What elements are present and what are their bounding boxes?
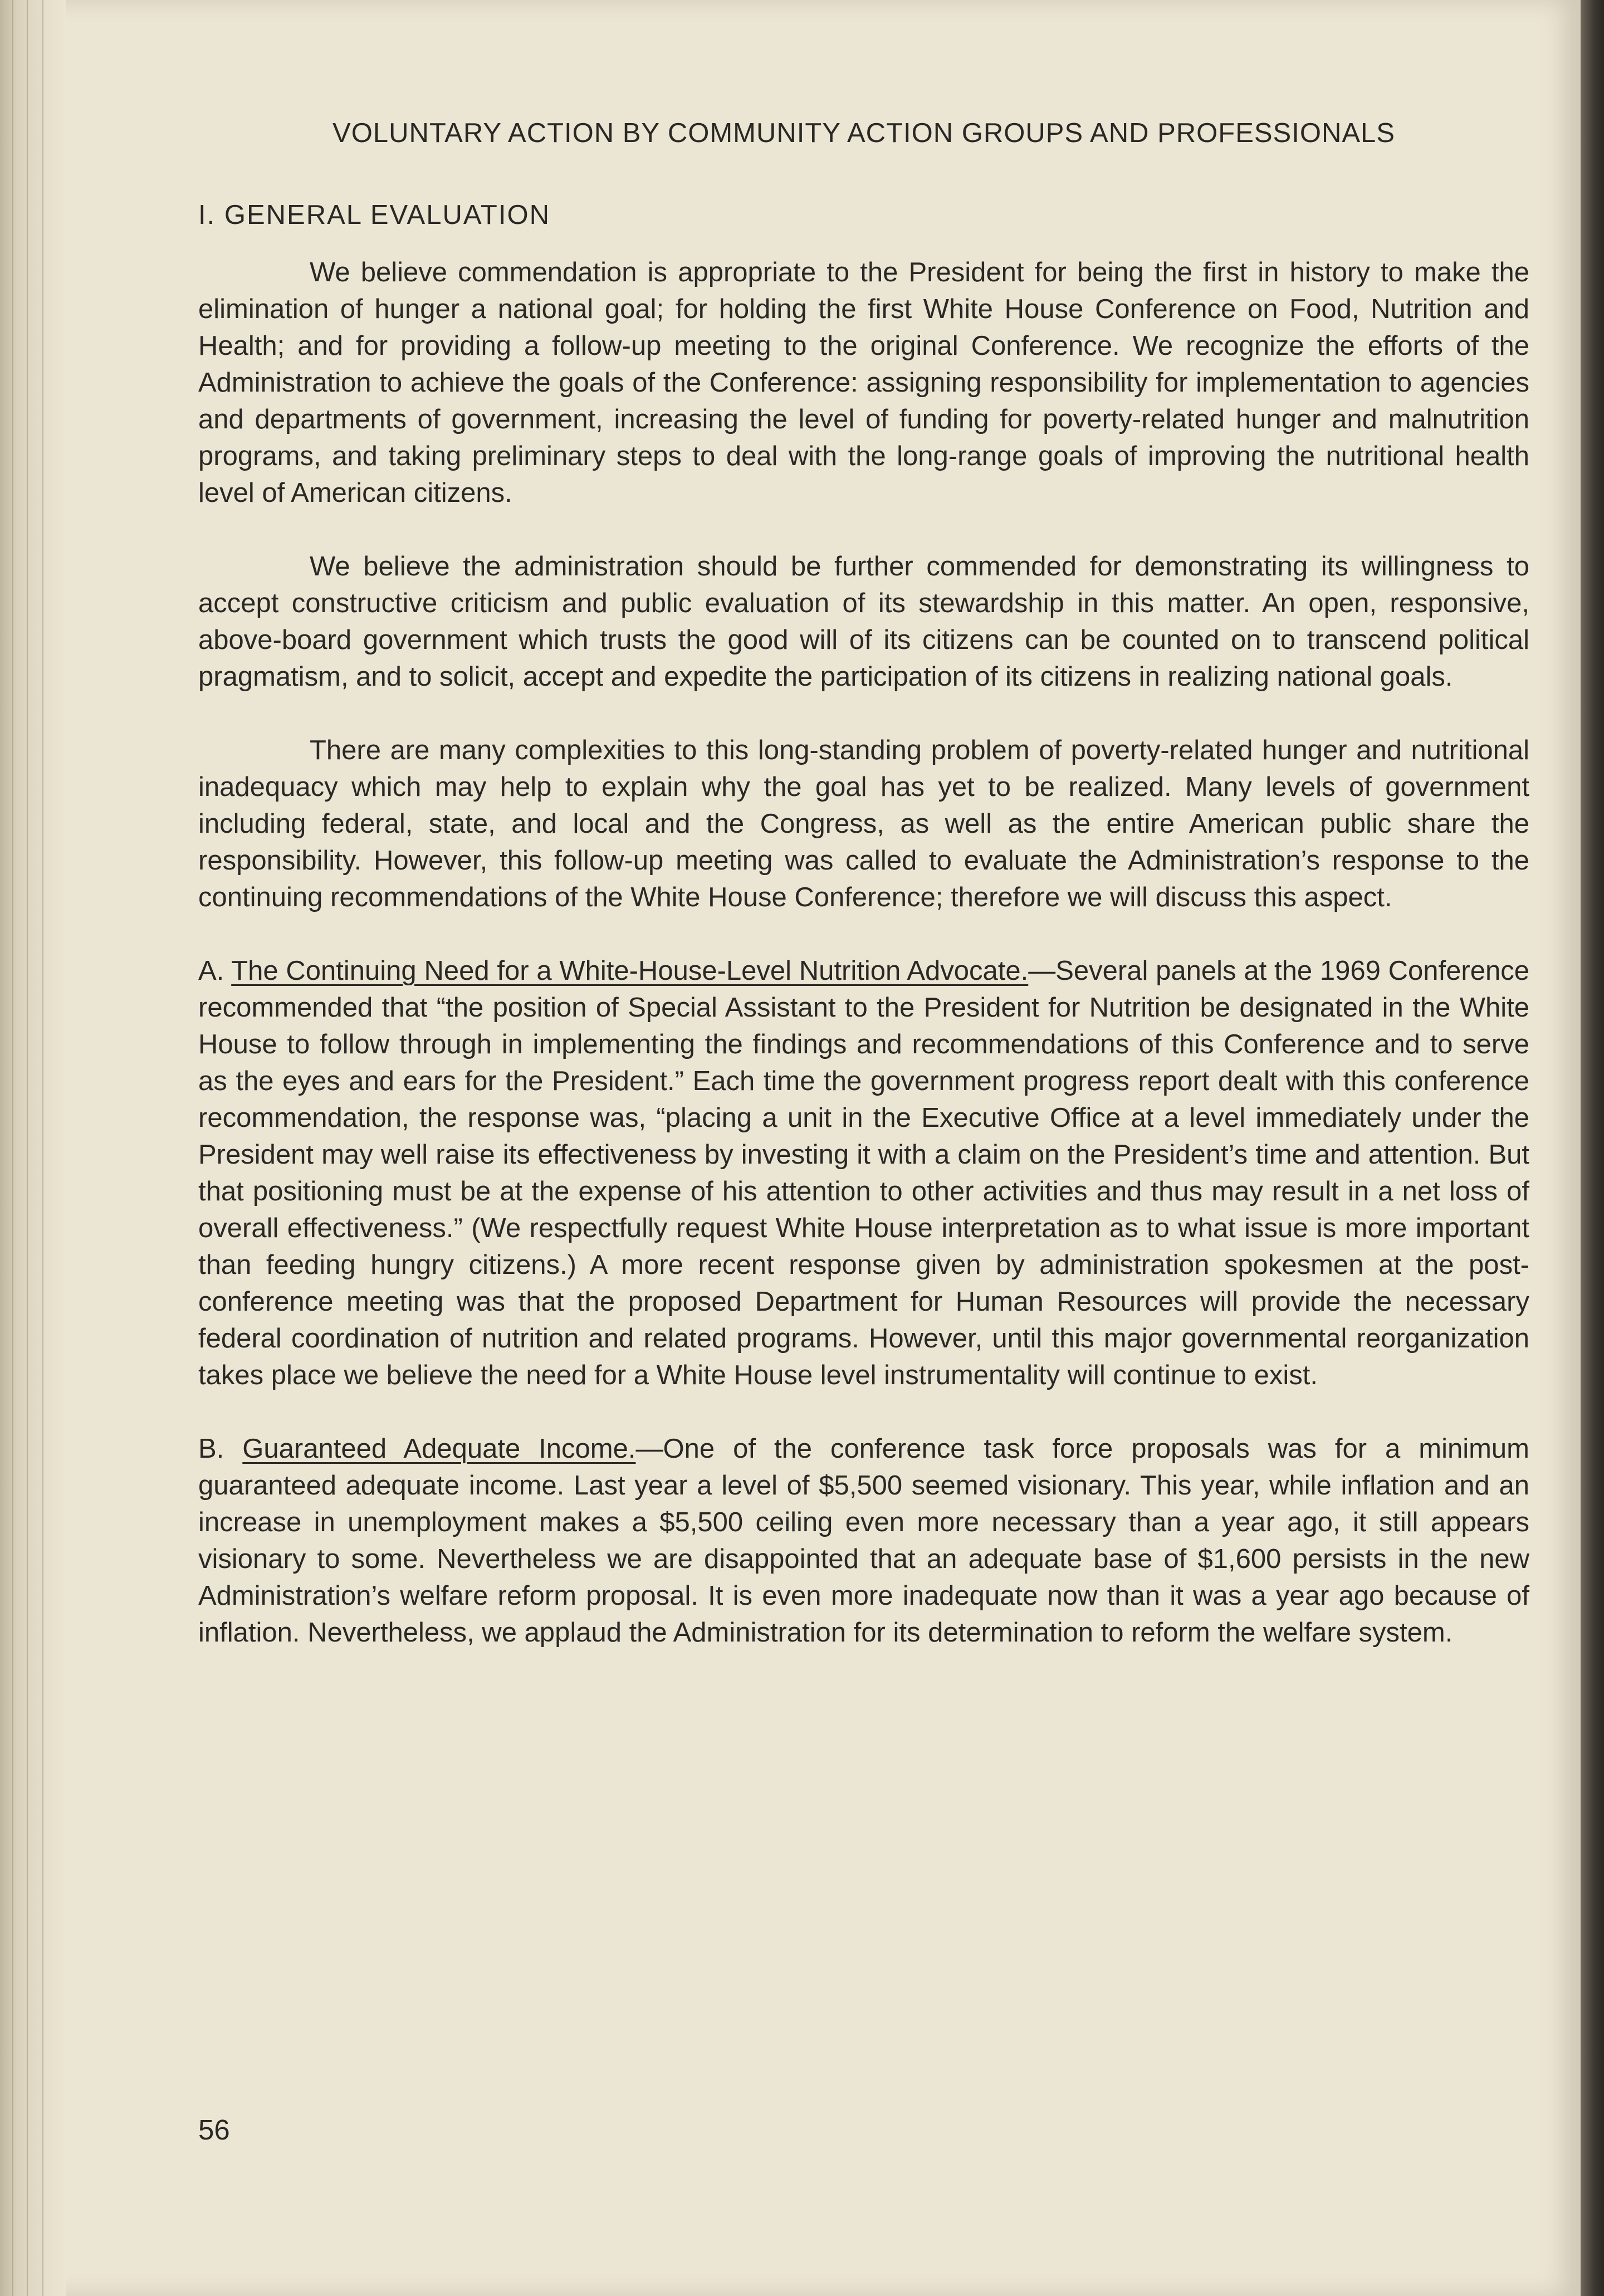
- page-edge-line: [27, 0, 28, 2296]
- running-header: VOLUNTARY ACTION BY COMMUNITY ACTION GROUPS AND PROFESSIONALS: [332, 118, 1395, 148]
- paragraph-3: There are many complexities to this long-standing problem of poverty-related hunger and nutritional inadequacy which may help to explain why the goal has yet to be realized. Many levels of government including federal, state, and local and the Congress, as well as the entire American public share the responsibility. However, this follow-up meeting was called to evaluate the Administration’s response to the continuing recommendations of the White House Conference; therefore we will discuss this aspect.: [198, 735, 1529, 912]
- item-a-title: The Continuing Need for a White-House-Level Nutrition Advocate.: [231, 955, 1029, 986]
- page-edge-shadow: [0, 0, 66, 2296]
- paragraph-2: We believe the administration should be further commended for demonstrating its willingness to accept constructive criticism and public evaluation of its stewardship in this matter. An open, responsive, above-board government which trusts the good will of its citizens can be counted on to transcend political pragmatism, and to solicit, accept and expedite the participation of its citizens in realizing national goals.: [198, 551, 1529, 692]
- page-number: 56: [198, 2114, 230, 2146]
- paragraph-1: We believe commendation is appropriate to the President for being the first in history to make the elimination of hunger a national goal; for holding the first White House Conference on Food, Nutrition and Health; and for providing a follow-up meeting to the original Conference. We recognize the efforts of the Administration to achieve the goals of the Conference: assigning responsibility for implementation to agencies and departments of government, increasing the level of funding for poverty-related hunger and malnutrition programs, and taking preliminary steps to deal with the long-range goals of improving the nutritional health level of American citizens.: [198, 257, 1529, 508]
- page-edge-line: [42, 0, 43, 2296]
- book-spine-shadow: [1581, 0, 1604, 2296]
- item-b-prefix: B.: [198, 1433, 243, 1464]
- item-b-body: —One of the conference task force proposals was for a minimum guaranteed adequate income. Last year a level of $5,500 seemed visionary. This year, while inflation and an increase in unemployment makes a $5,500 ceiling even more necessary than a year ago, it still appears visionary to some. Nevertheless we are disappointed that an adequate base of $1,600 persists in the new Administration’s welfare reform proposal. It is even more inadequate now than it was a year ago because of inflation. Nevertheless, we applaud the Administration for its determination to reform the welfare system.: [198, 1433, 1529, 1648]
- page-edge-line: [12, 0, 13, 2296]
- item-a-prefix: A.: [198, 955, 232, 986]
- page-content: [198, 117, 1529, 1688]
- item-a-body: —Several panels at the 1969 Conference recommended that “the position of Special Assistant to the President for Nutrition be designated in the White House to follow through in implementing the findings and recommendations of this Conference and to serve as the eyes and ears for the President.” Each time the government progress report dealt with this conference recommendation, the response was, “placing a unit in the Executive Office at a level immediately under the President may well raise its effectiveness by investing it with a claim on the President’s time and attention. But that positioning must be at the expense of his attention to other activities and thus may result in a net loss of overall effectiveness.” (We respectfully request White House interpretation as to what issue is more important than feeding hungry citizens.) A more recent response given by administration spokesmen at the post-conference meeting was that the proposed Department for Human Resources will provide the necessary federal coordination of nutrition and related programs. However, until this major governmental reorganization takes place we believe the need for a White House level instrumentality will continue to exist.: [198, 955, 1529, 1390]
- item-b-paragraph: [198, 1430, 1529, 1651]
- item-a-paragraph: [198, 952, 1529, 1394]
- item-b-title: Guaranteed Adequate Income.: [242, 1433, 636, 1464]
- section-heading: I. GENERAL EVALUATION: [198, 199, 550, 230]
